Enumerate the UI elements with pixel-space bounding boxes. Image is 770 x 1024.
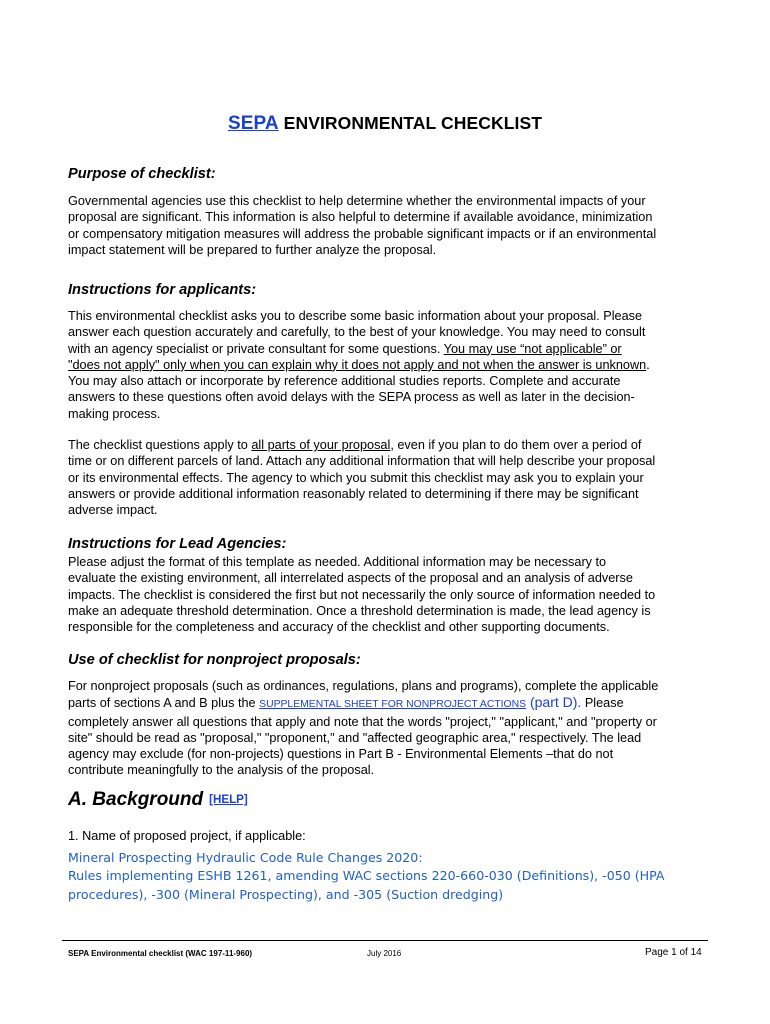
- text-line: impacts. The checklist is considered the first but not necessarily the only source of information needed to: [68, 587, 656, 602]
- answer-line[interactable]: Rules implementing ESHB 1261, amending WAC sections 220-660-030 (Definitions), -050 (HPA: [68, 868, 665, 883]
- section-a-heading: [68, 789, 248, 811]
- text-line: adverse impact.: [68, 503, 158, 518]
- footer-page-number: Page 1 of 14: [645, 947, 702, 958]
- underlined-text: You may use “not applicable” or: [443, 341, 622, 356]
- help-link[interactable]: [HELP]: [209, 793, 248, 806]
- text-line: [68, 357, 708, 373]
- text-line: making process.: [68, 406, 161, 421]
- text-run: Please: [581, 696, 624, 711]
- lead-agencies-heading: Instructions for Lead Agencies:: [68, 536, 287, 552]
- answer-line[interactable]: Mineral Prospecting Hydraulic Code Rule Changes 2020:: [68, 850, 423, 865]
- text-line: For nonproject proposals (such as ordinances, regulations, plans and programs), complete the applicable: [68, 679, 659, 693]
- section-a-title: A. Background: [68, 789, 204, 810]
- text-line: completely answer all questions that apply and note that the words "project," "applicant," and "property or: [68, 714, 657, 729]
- text-line: Please adjust the format of this template as needed. Additional information may be necessary to: [68, 555, 607, 569]
- text-line: agency may exclude (for non-projects) questions in Part B - Environmental Elements –that do not: [68, 747, 614, 762]
- footer-doc-title: SEPA Environmental checklist (WAC 197-11-960): [68, 949, 253, 958]
- purpose-heading: Purpose of checklist:: [68, 166, 216, 182]
- page-title: [0, 113, 770, 135]
- text-run: .: [646, 357, 650, 372]
- text-line: evaluate the existing environment, all interrelated aspects of the proposal and an analysis of adverse: [68, 571, 633, 586]
- supplemental-sheet-link[interactable]: SUPPLEMENTAL SHEET FOR NONPROJECT ACTIONS: [259, 699, 527, 711]
- text-line: or its environmental effects. The agency to which you submit this checklist may ask you to explain your: [68, 470, 644, 485]
- text-line: answers or provide additional information reasonably related to determining if there may be significant: [68, 486, 639, 501]
- footer-date: July 2016: [367, 949, 402, 958]
- text-line: answers to these questions often avoid delays with the SEPA process as well as later in the decision-: [68, 390, 635, 405]
- text-line: answer each question accurately and carefully, to the best of your knowledge. You may need to consult: [68, 325, 646, 340]
- answer-line[interactable]: procedures), -300 (Mineral Prospecting), and -305 (Suction dredging): [68, 887, 504, 902]
- text-line: contribute meaningfully to the analysis of the proposal.: [68, 763, 375, 778]
- text-run: The checklist questions apply to: [68, 438, 252, 452]
- text-line: time or on different parcels of land. Attach any additional information that will help describe your proposal: [68, 454, 656, 469]
- underlined-text: all parts of your proposal: [251, 438, 391, 452]
- sepa-link[interactable]: SEPA: [227, 113, 279, 134]
- footer-divider: [62, 940, 708, 941]
- purpose-line: impact statement will be prepared to further analyze the proposal.: [68, 242, 437, 257]
- applicants-heading: Instructions for applicants:: [68, 282, 257, 298]
- lead-agencies-paragraph: [68, 554, 708, 635]
- applicants-paragraph-2: [68, 437, 708, 518]
- text-line: [68, 341, 708, 357]
- part-d-link-text[interactable]: (part D).: [526, 694, 582, 711]
- applicants-paragraph-1: [68, 308, 708, 422]
- text-line: [68, 694, 708, 713]
- text-line: You may also attach or incorporate by reference additional studies reports. Complete and accurate: [68, 374, 621, 389]
- purpose-line: proposal are significant. This information is also helpful to determine if available avoidance, minimization: [68, 210, 653, 225]
- title-text: ENVIRONMENTAL CHECKLIST: [278, 113, 543, 133]
- underlined-text: "does not apply" only when you can explain why it does not apply and not when the answer is unknown: [68, 357, 647, 372]
- question-1: 1. Name of proposed project, if applicable:: [68, 829, 306, 843]
- text-run: parts of sections A and B plus the: [68, 696, 260, 711]
- text-run: , even if you plan to do them over a period of: [390, 438, 642, 452]
- text-line: site" should be read as "proposal," "proponent," and "affected geographic area," respectively. The lead: [68, 730, 642, 745]
- nonproject-paragraph: [68, 678, 708, 779]
- text-line: This environmental checklist asks you to describe some basic information about your proposal. Please: [68, 309, 643, 323]
- text-run: with an agency specialist or private consultant for some questions.: [68, 341, 444, 356]
- purpose-line: Governmental agencies use this checklist to help determine whether the environmental impacts of your: [68, 194, 646, 208]
- text-line: [68, 437, 708, 453]
- purpose-paragraph: [68, 193, 708, 258]
- text-line: responsible for the completeness and accuracy of the checklist and other supporting documents.: [68, 620, 610, 635]
- text-line: make an adequate threshold determination. Once a threshold determination is made, the lead agency is: [68, 603, 651, 618]
- purpose-line: or compensatory mitigation measures will address the probable significant impacts or if an environmental: [68, 226, 657, 241]
- nonproject-heading: Use of checklist for nonproject proposals:: [68, 652, 361, 668]
